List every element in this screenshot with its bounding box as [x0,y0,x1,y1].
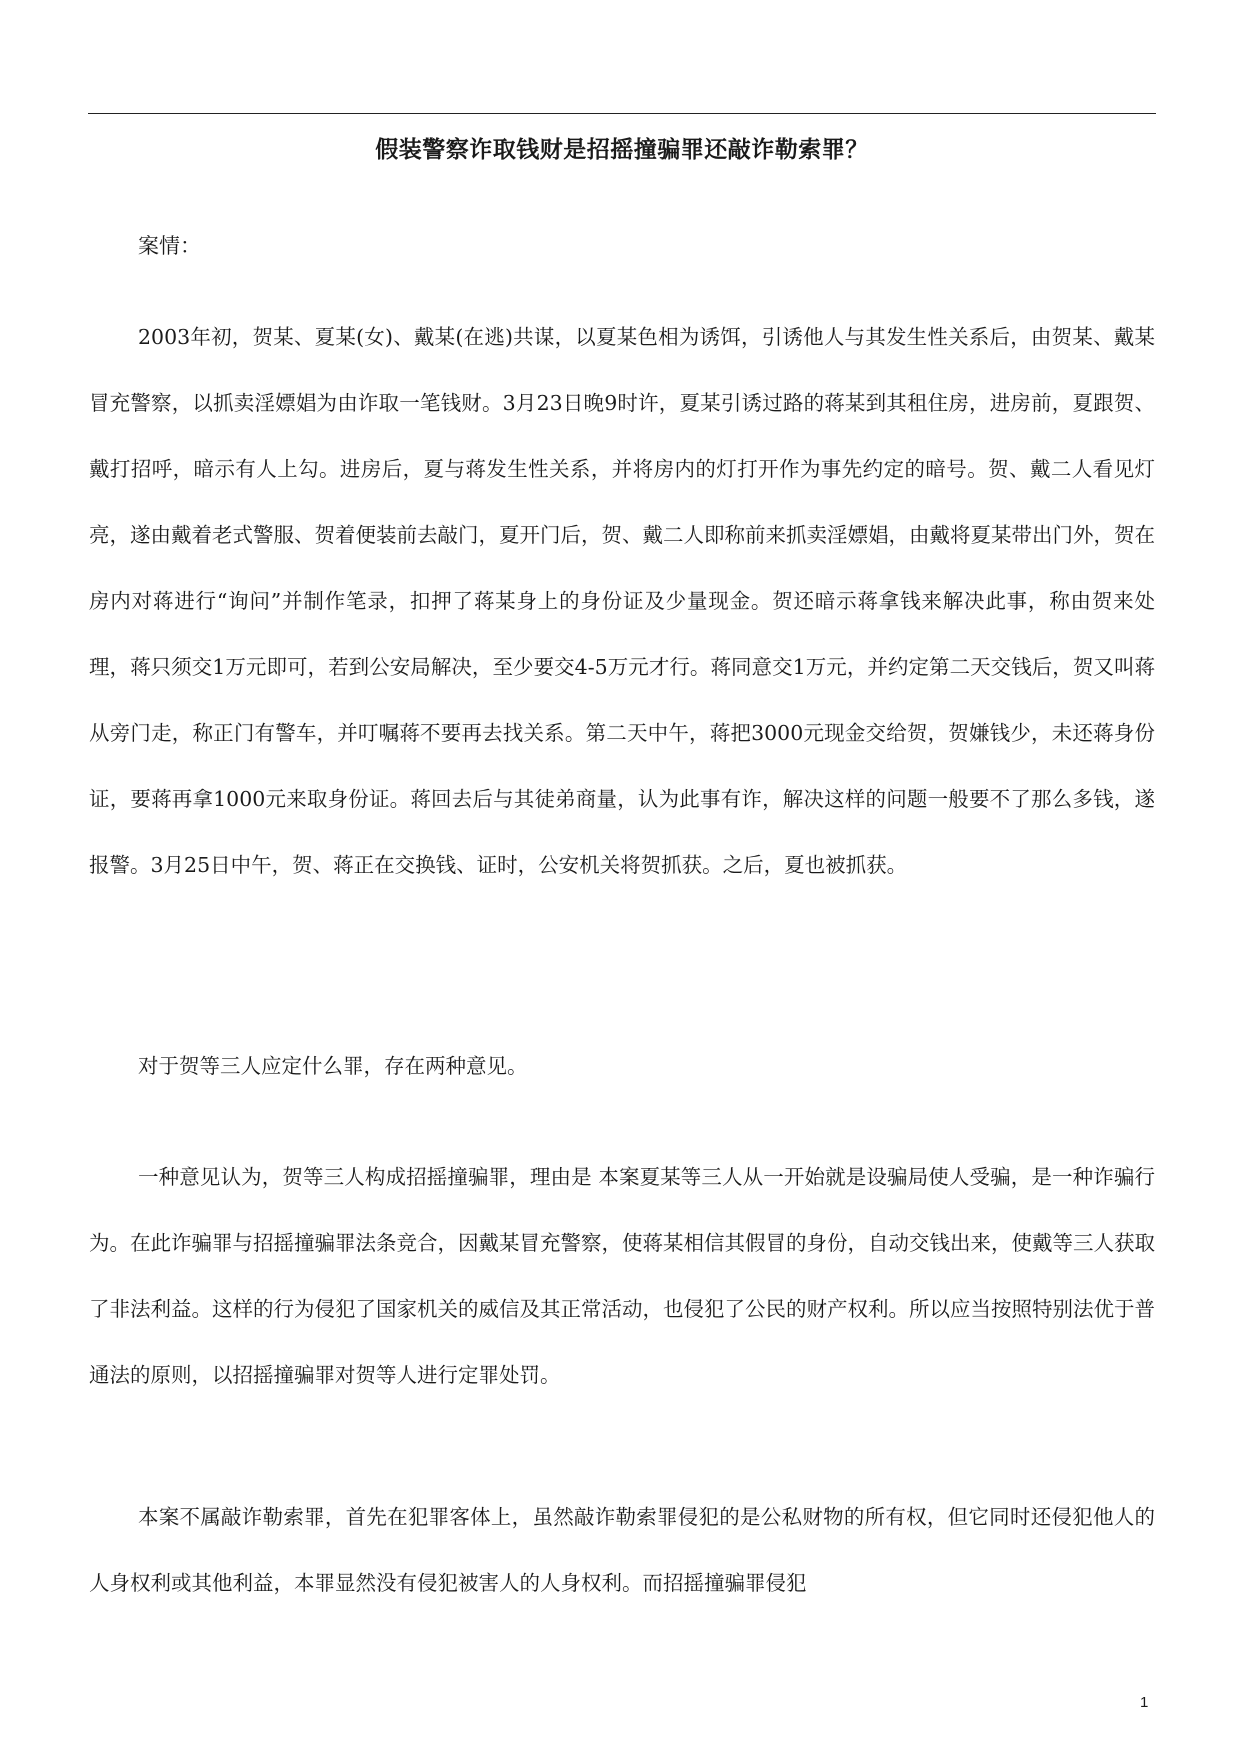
document-title: 假装警察诈取钱财是招摇撞骗罪还敲诈勒索罪？ [375,136,869,163]
page-number: 1 [1140,1694,1149,1711]
paragraph-case-facts: 2003年初，贺某、夏某(女)、戴某(在逃)共谋，以夏某色相为诱饵，引诱他人与其发生性关系后，由贺某、戴某冒充警察，以抓卖淫嫖娼为由诈取一笔钱财。3月23日晚9时许，夏某引诱过路的蒋某到其租住房，进房前，夏跟贺、戴打招呼，暗示有人上勾。进房后，夏与蒋发生性关系，并将房内的灯打开作为事先约定的暗号。贺、戴二人看见灯亮，遂由戴着老式警服、贺着便装前去敲门，夏开门后，贺、戴二人即称前来抓卖淫嫖娼，由戴将夏某带出门外，贺在房内对蒋进行“询问”并制作笔录，扣押了蒋某身上的身份证及少量现金。贺还暗示蒋拿钱来解决此事，称由贺来处理，蒋只须交1万元即可，若到公安局解决，至少要交4-5万元才行。蒋同意交1万元，并约定第二天交钱后，贺又叫蒋从旁门走，称正门有警车，并叮嘱蒋不要再去找关系。第二天中午，蒋把3000元现金交给贺，贺嫌钱少，未还蒋身份证，要蒋再拿1000元来取身份证。蒋回去后与其徒弟商量，认为此事有诈，解决这样的问题一般要不了那么多钱，遂报警。3月25日中午，贺、蒋正在交换钱、证时，公安机关将贺抓获。之后，夏也被抓获。 [89,325,1155,877]
paragraph-first-opinion: 一种意见认为，贺等三人构成招摇撞骗罪，理由是 本案夏某等三人从一开始就是设骗局使人受骗，是一种诈骗行为。在此诈骗罪与招摇撞骗罪法条竞合，因戴某冒充警察，使蒋某相信其假冒的身份，自动交钱出来，使戴等三人获取了非法利益。这样的行为侵犯了国家机关的威信及其正常活动，也侵犯了公民的财产权利。所以应当按照特别法优于普通法的原则，以招摇撞骗罪对贺等人进行定罪处罚。 [89,1165,1155,1387]
paragraph-not-extortion: 本案不属敲诈勒索罪，首先在犯罪客体上，虽然敲诈勒索罪侵犯的是公私财物的所有权，但它同时还侵犯他人的人身权利或其他利益，本罪显然没有侵犯被害人的人身权利。而招摇撞骗罪侵犯 [89,1505,1155,1595]
paragraph-two-opinions: 对于贺等三人应定什么罪，存在两种意见。 [138,1054,528,1078]
section-label-case: 案情： [138,234,201,258]
header-rule [88,113,1156,114]
